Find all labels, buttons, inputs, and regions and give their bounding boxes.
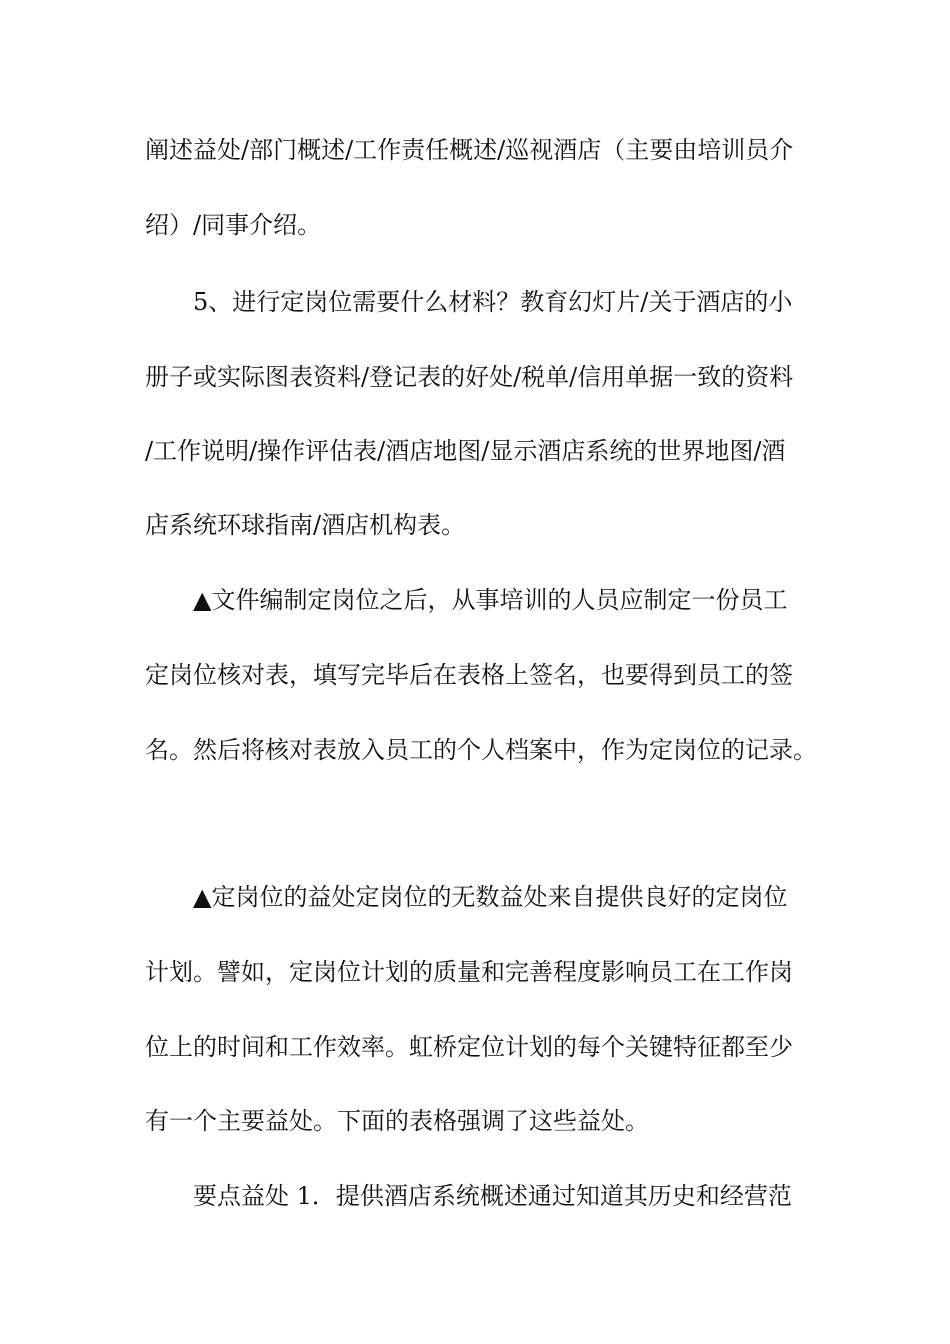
text-line: 5、进行定岗位需要什么材料？教育幻灯片/关于酒店的小 <box>193 288 793 316</box>
text-line: 位上的时间和工作效率。虹桥定位计划的每个关键特征都至少 <box>145 1033 793 1061</box>
text-line: 阐述益处/部门概述/工作责任概述/巡视酒店（主要由培训员介 <box>145 136 794 164</box>
text-line: 名。然后将核对表放入员工的个人档案中，作为定岗位的记录。 <box>145 736 817 764</box>
text-line: ▲文件编制定岗位之后，从事培训的人员应制定一份员工 <box>193 586 788 614</box>
text-line: ▲定岗位的益处定岗位的无数益处来自提供良好的定岗位 <box>193 883 788 911</box>
text-line: /工作说明/操作评估表/酒店地图/显示酒店系统的世界地图/酒 <box>145 437 786 465</box>
text-line: 定岗位核对表，填写完毕后在表格上签名，也要得到员工的签 <box>145 661 793 689</box>
text-line: 要点益处 1．提供酒店系统概述通过知道其历史和经营范 <box>193 1182 792 1210</box>
text-line: 绍）/同事介绍。 <box>145 211 322 239</box>
text-line: 计划。譬如，定岗位计划的质量和完善程度影响员工在工作岗 <box>145 958 793 986</box>
text-line: 册子或实际图表资料/登记表的好处/税单/信用单据一致的资料 <box>145 363 794 391</box>
text-line: 店系统环球指南/酒店机构表。 <box>145 511 466 539</box>
text-line: 有一个主要益处。下面的表格强调了这些益处。 <box>145 1107 649 1135</box>
